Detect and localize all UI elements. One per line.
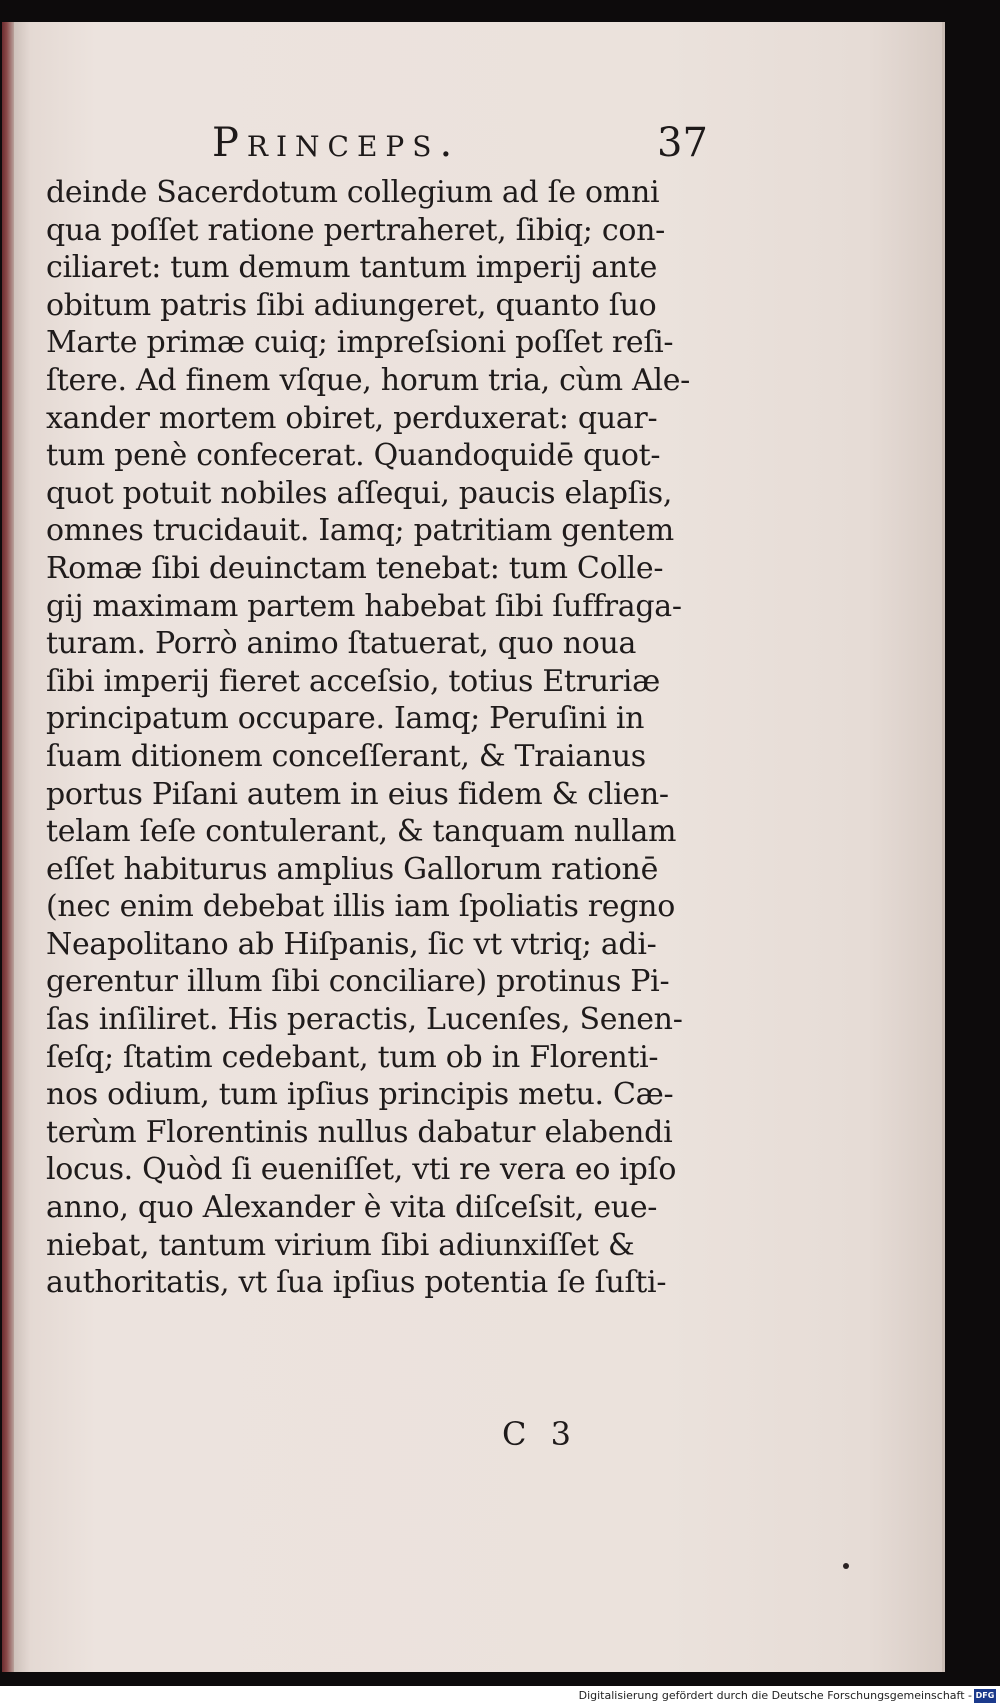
text-line: qua poſſet ratione pertraheret, ſibiq; con- xyxy=(46,212,665,248)
text-line: ſuam ditionem conceſſerant, & Traianus xyxy=(46,738,646,774)
digitization-footer xyxy=(0,1686,1000,1707)
text-line: ſtere. Ad finem vſque, horum tria, cùm Ale- xyxy=(46,362,690,398)
text-line: locus. Quòd ſi eueniſſet, vti re vera eo ipſo xyxy=(46,1152,677,1188)
signature-mark: C 3 xyxy=(502,1415,572,1453)
text-line: ſeſq; ſtatim cedebant, tum ob in Florenti- xyxy=(46,1039,659,1075)
text-line: ciliaret: tum demum tantum imperij ante xyxy=(46,250,658,286)
book-spine-edge xyxy=(2,22,14,1672)
text-line: omnes trucidauit. Iamq; patritiam gentem xyxy=(46,513,674,549)
text-line: quot potuit nobiles aſſequi, paucis elapſis, xyxy=(46,475,673,511)
text-line: (nec enim debebat illis iam ſpoliatis regno xyxy=(46,889,675,925)
text-line: gij maximam partem habebat ſibi ſuffraga- xyxy=(46,588,682,624)
text-line: nos odium, tum ipſius principis metu. Cæ- xyxy=(46,1077,674,1113)
text-line: eſſet habiturus amplius Gallorum rationē xyxy=(46,851,659,887)
page-number: 37 xyxy=(657,120,708,166)
text-line: authoritatis, vt ſua ipſius potentia ſe ſuſti- xyxy=(46,1265,667,1301)
ink-speck xyxy=(843,1563,849,1569)
text-line: portus Piſani autem in eius fidem & clien- xyxy=(46,776,669,812)
text-line: niebat, tantum virium ſibi adiunxiſſet & xyxy=(46,1227,635,1263)
funding-credit: Digitalisierung gefördert durch die Deutsche Forschungsgemeinschaft - xyxy=(578,1689,972,1702)
text-line: gerentur illum ſibi conciliare) protinus Pi- xyxy=(46,964,670,1000)
body-text xyxy=(46,174,716,1302)
text-line: tum penè confecerat. Quandoquidē quot- xyxy=(46,438,661,474)
text-line: terùm Florentinis nullus dabatur elabendi xyxy=(46,1114,673,1150)
text-line: deinde Sacerdotum collegium ad ſe omni xyxy=(46,175,660,210)
text-line: principatum occupare. Iamq; Peruſini in xyxy=(46,701,645,737)
text-line: obitum patris ſibi adiungeret, quanto ſuo xyxy=(46,287,657,323)
text-line: ſas inſiliret. His peractis, Lucenſes, Senen- xyxy=(46,1002,683,1038)
text-line: Neapolitano ab Hiſpanis, ſic vt vtriq; adi- xyxy=(46,926,657,962)
text-line: Romæ ſibi deuinctam tenebat: tum Colle- xyxy=(46,550,664,586)
text-line: Marte primæ cuiq; impreſsioni poſſet reſi- xyxy=(46,325,674,361)
book-page xyxy=(2,22,945,1672)
text-line: ſibi imperij fieret acceſsio, totius Etruriæ xyxy=(46,663,660,699)
running-head: Princeps. xyxy=(212,120,461,166)
text-line: telam ſeſe contulerant, & tanquam nullam xyxy=(46,814,677,850)
text-line: xander mortem obiret, perduxerat: quar- xyxy=(46,400,658,436)
dfg-logo-icon: DFG xyxy=(974,1689,996,1703)
text-line: anno, quo Alexander è vita diſceſsit, eue- xyxy=(46,1190,658,1226)
text-line: turam. Porrò animo ſtatuerat, quo noua xyxy=(46,626,637,662)
